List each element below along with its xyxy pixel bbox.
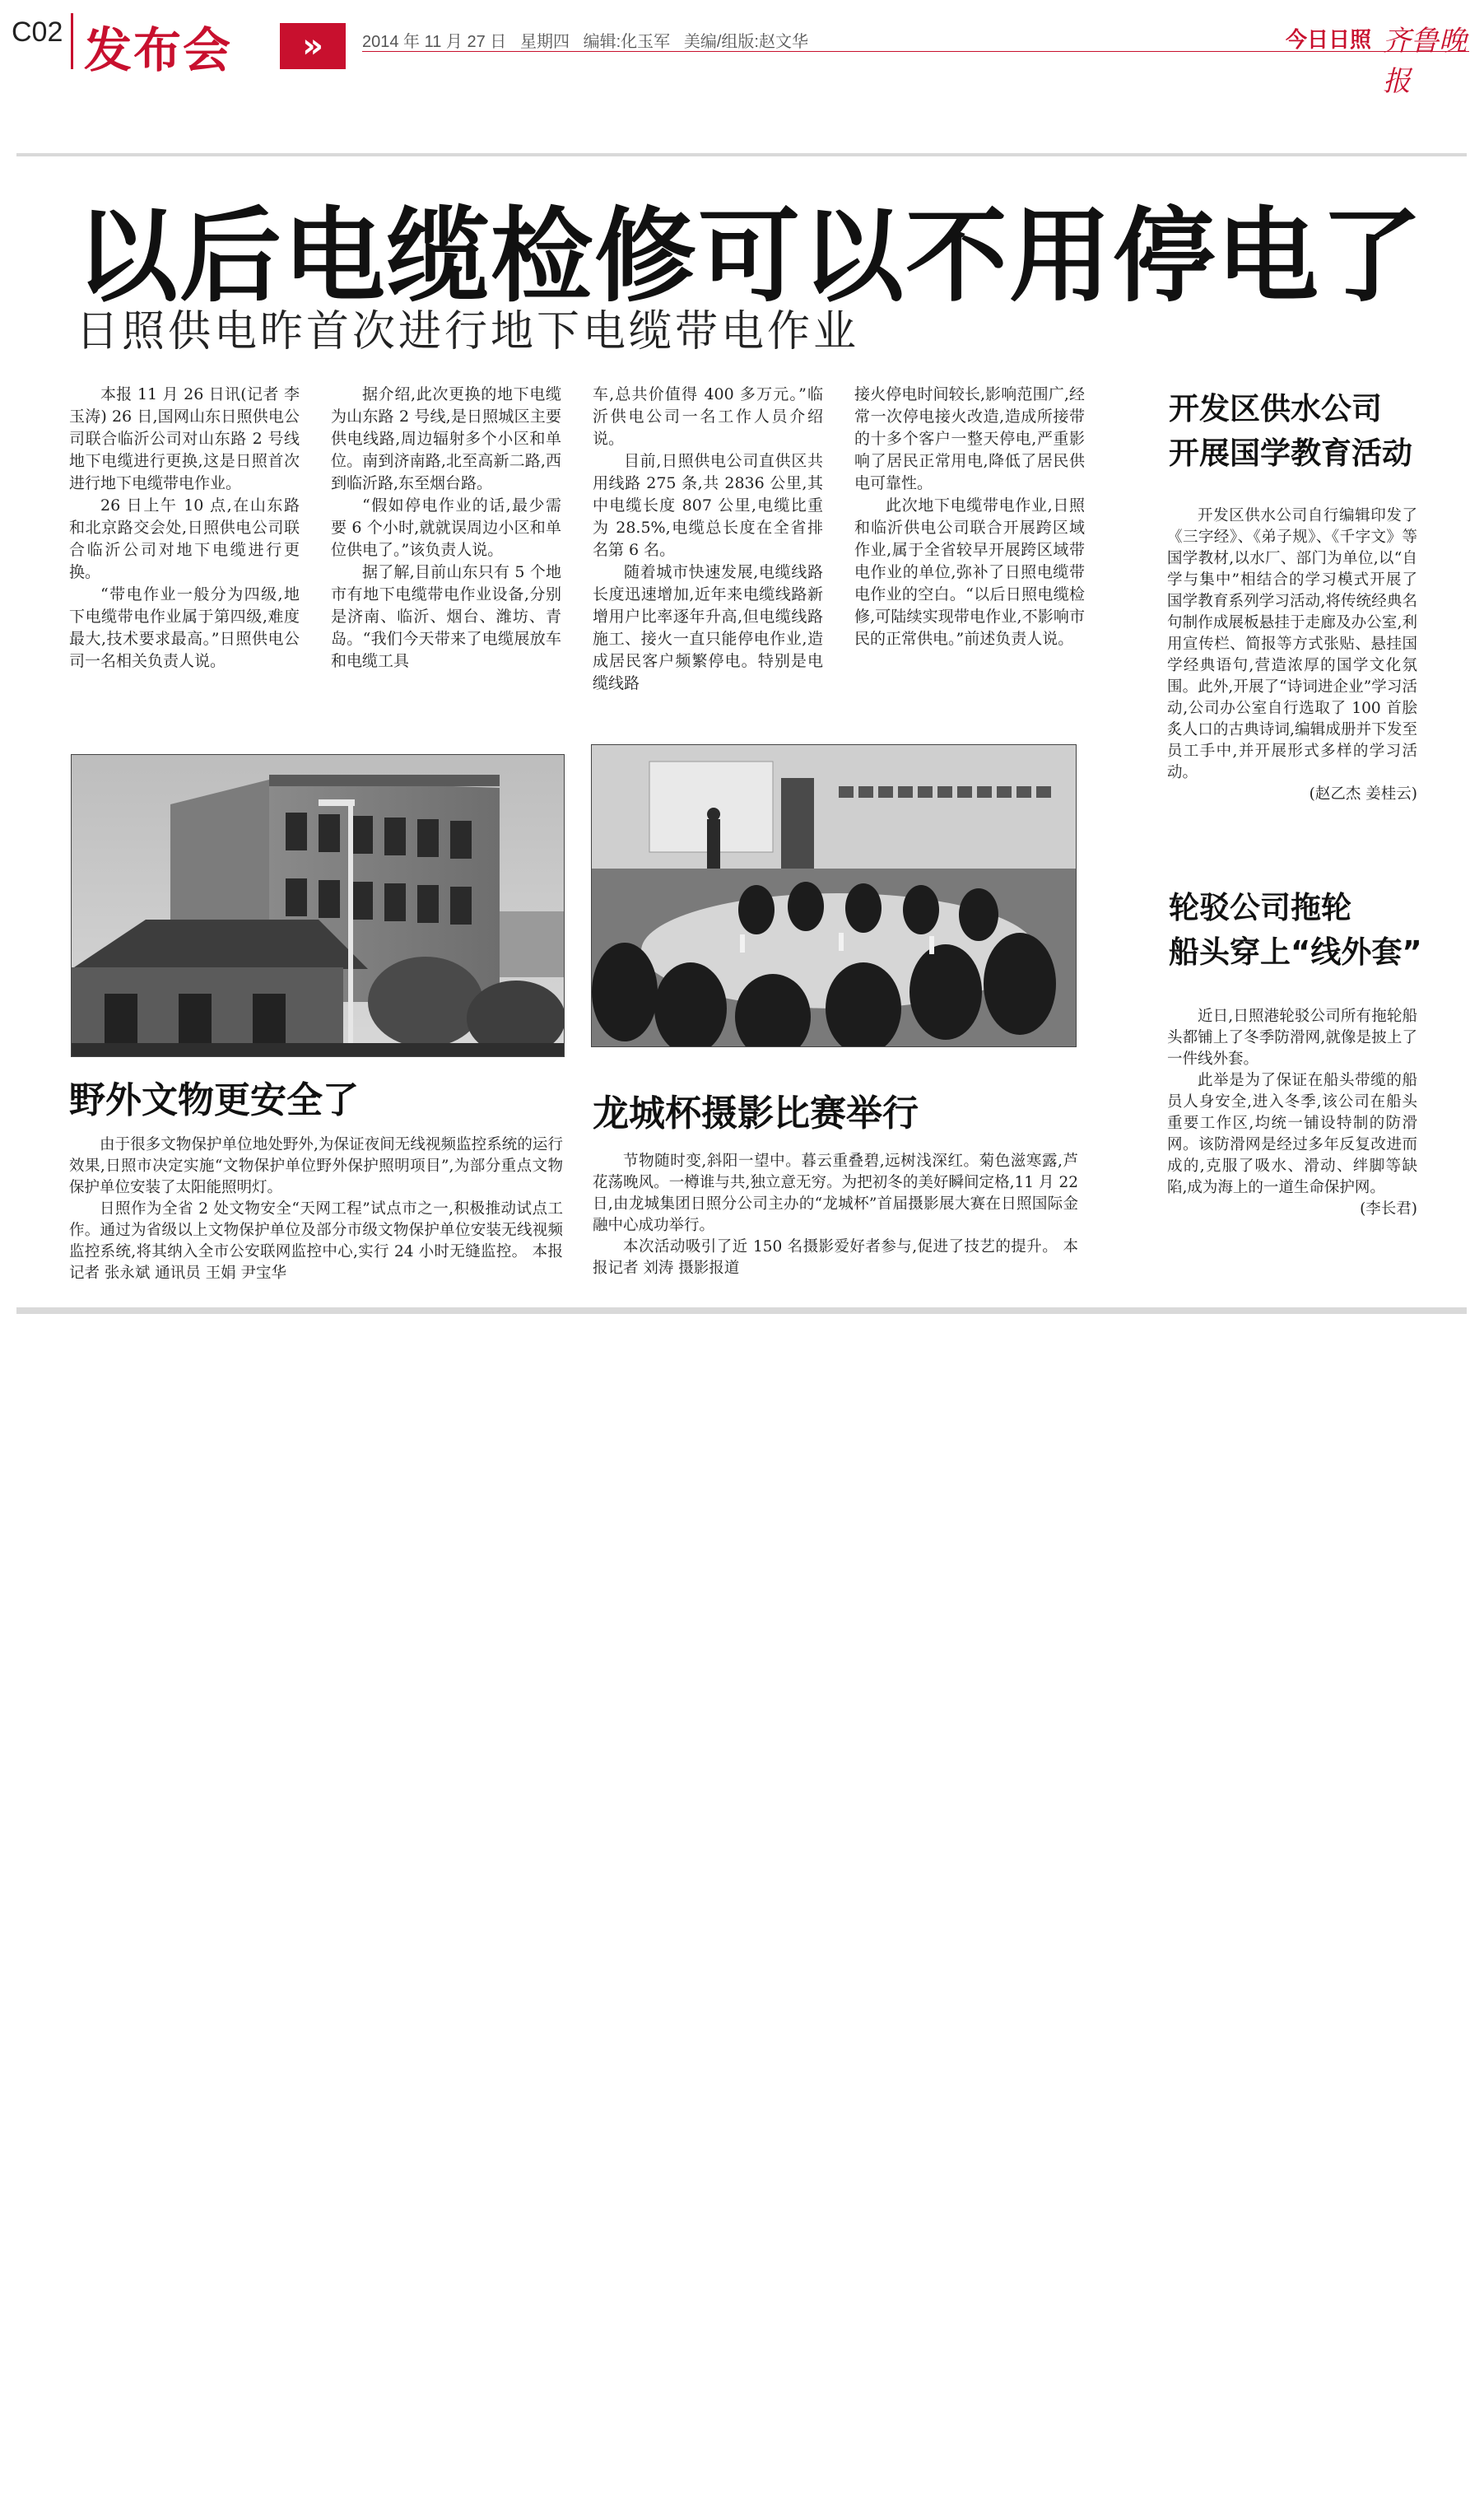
paragraph: 此举是为了保证在船头带缆的船员人身安全,进入冬季,该公司在船头重要工作区,均统一铺设特制的防滑网。该防滑网是经过多年反复改进而成的,克服了吸水、滑动、绊脚等缺陷,成为海上的一道生命保护网。 bbox=[1167, 1072, 1417, 1196]
issue-meta: 2014 年 11 月 27 日 星期四 编辑:化玉军 美编/组版:赵文华 bbox=[362, 33, 808, 51]
main-column-3 bbox=[593, 384, 823, 695]
story1-title: 野外文物更安全了 bbox=[69, 1079, 359, 1121]
title-line: 开发区供水公司 bbox=[1169, 391, 1382, 426]
paragraph: 本报 11 月 26 日讯(记者 李玉涛) 26 日,国网山东日照供电公司联合临沂公司对山东路 2 号线地下电缆进行更换,这是日照首次进行地下电缆带电作业。 bbox=[69, 385, 300, 492]
brand-today-rizhao: 今日日照 bbox=[1286, 28, 1372, 53]
paragraph: 由于很多文物保护单位地处野外,为保证夜间无线视频监控系统的运行效果,日照市决定实施“文物保护单位野外保护照明项目”,为部分重点文物保护单位安装了太阳能照明灯。 bbox=[69, 1136, 563, 1196]
paragraph: 目前,日照供电公司直供区共用线路 275 条,共 2836 公里,其中电缆长度 807 公里,电缆比重为 28.5%,电缆总长度在全省排名第 6 名。 bbox=[593, 452, 823, 559]
paragraph: 据介绍,此次更换的地下电缆为山东路 2 号线,是日照城区主要供电线路,周边辐射多个小区和单位。南到济南路,北至高新二路,西到临沂路,东至烟台路。 bbox=[331, 385, 561, 492]
paragraph: 接火停电时间较长,影响范围广,经常一次停电接火改造,造成所接带的十多个客户一整天停电,严重影响了居民正常用电,降低了居民供电可靠性。 bbox=[854, 385, 1085, 492]
header-divider bbox=[71, 13, 73, 69]
title-line: 轮驳公司拖轮 bbox=[1169, 890, 1351, 925]
main-subheadline: 日照供电昨首次进行地下电缆带电作业 bbox=[76, 307, 860, 356]
title-line: 开展国学教育活动 bbox=[1169, 436, 1412, 471]
main-column-2 bbox=[331, 384, 561, 673]
paragraph: 此次地下电缆带电作业,日照和临沂供电公司联合开展跨区域作业,属于全省较早开展跨区域带电作业的单位,弥补了日照电缆带电作业的空白。“以后日照电缆检修,可陆续实现带电作业,不影响市民的正常供电。”前述负责人说。 bbox=[854, 496, 1085, 648]
photography-event-photo bbox=[591, 744, 1077, 1047]
sidebar2-body bbox=[1167, 1006, 1417, 1220]
title-line: 船头穿上“线外套” bbox=[1169, 934, 1422, 970]
paragraph: 近日,日照港轮驳公司所有拖轮船头都铺上了冬季防滑网,就像是披上了一件线外套。 bbox=[1167, 1008, 1417, 1068]
paragraph: 车,总共价值得 400 多万元。”临沂供电公司一名工作人员介绍说。 bbox=[593, 385, 823, 448]
paragraph: 节物随时变,斜阳一望中。暮云重叠碧,远树浅深红。菊色滋寒露,芦花荡晚风。一樽谁与共,独立意无穷。为把初冬的美好瞬间定格,11 月 22 日,由龙城集团日照分公司主办的“龙城杯”首届摄影展大赛在日照国际金融中心成功举行。 bbox=[593, 1153, 1078, 1234]
building-photo bbox=[71, 754, 565, 1057]
story1-body bbox=[69, 1134, 563, 1284]
paragraph: 本次活动吸引了近 150 名摄影爱好者参与,促进了技艺的提升。 本报记者 刘涛 摄影报道 bbox=[593, 1238, 1078, 1277]
chevron-right-icon: » bbox=[280, 23, 346, 69]
story2-body bbox=[593, 1151, 1078, 1279]
bottom-divider bbox=[16, 1307, 1467, 1314]
paragraph: “带电作业一般分为四级,地下电缆带电作业属于第四级,难度最大,技术要求最高。”日照供电公司一名相关负责人说。 bbox=[69, 585, 300, 670]
paragraph: 随着城市快速发展,电缆线路长度迅速增加,近年来电缆线路新增用户比率逐年升高,但电缆线路施工、接火一直只能停电作业,造成居民客户频繁停电。特别是电缆线路 bbox=[593, 563, 823, 692]
paragraph: “假如停电作业的话,最少需要 6 个小时,就就误周边小区和单位供电了。”该负责人说。 bbox=[331, 496, 561, 559]
sidebar1-title bbox=[1169, 387, 1412, 476]
paragraph: 开发区供水公司自行编辑印发了《三字经》、《弟子规》、《千字文》等国学教材,以水厂、部门为单位,以“自学与集中”相结合的学习模式开展了国学教育系列学习活动,将传统经典名句制作成展板悬挂于走廊及办公室,利用宣传栏、简报等方式张贴、悬挂国学经典语句,营造浓厚的国学文化氛围。此外,开展了“诗词进企业”学习活动,公司办公室自行选取了 100 首脍炙人口的古典诗词,编辑成册并下发至员工手中,并开展形式多样的学习活动。 bbox=[1167, 507, 1417, 781]
sidebar1-body bbox=[1167, 505, 1417, 805]
top-divider bbox=[16, 153, 1467, 156]
main-column-1 bbox=[69, 384, 300, 673]
main-column-4 bbox=[854, 384, 1085, 650]
page-number: C02 bbox=[12, 16, 63, 48]
section-title: 发布会 bbox=[84, 22, 233, 78]
credit: (李长君) bbox=[1360, 1200, 1417, 1218]
paragraph: 日照作为全省 2 处文物安全“天网工程”试点市之一,积极推动试点工作。通过为省级以上文物保护单位及部分市级文物保护单位安装无线视频监控系统,将其纳入全市公安联网监控中心,实行 24 小时无缝监控。 本报记者 张永斌 通讯员 王娟 尹宝华 bbox=[69, 1200, 563, 1282]
story2-title: 龙城杯摄影比赛举行 bbox=[593, 1092, 919, 1134]
paragraph: 26 日上午 10 点,在山东路和北京路交会处,日照供电公司联合临沂公司对地下电缆进行更换。 bbox=[69, 496, 300, 581]
paragraph: 据了解,目前山东只有 5 个地市有地下电缆带电作业设备,分别是济南、临沂、烟台、潍坊、青岛。“我们今天带来了电缆展放车和电缆工具 bbox=[331, 563, 561, 670]
sidebar2-title bbox=[1169, 886, 1422, 975]
credit: (赵乙杰 姜桂云) bbox=[1309, 785, 1417, 803]
main-headline: 以后电缆检修可以不用停电了 bbox=[76, 198, 1425, 316]
brand-qilu-logo: 齐鲁晚报 bbox=[1383, 25, 1467, 98]
